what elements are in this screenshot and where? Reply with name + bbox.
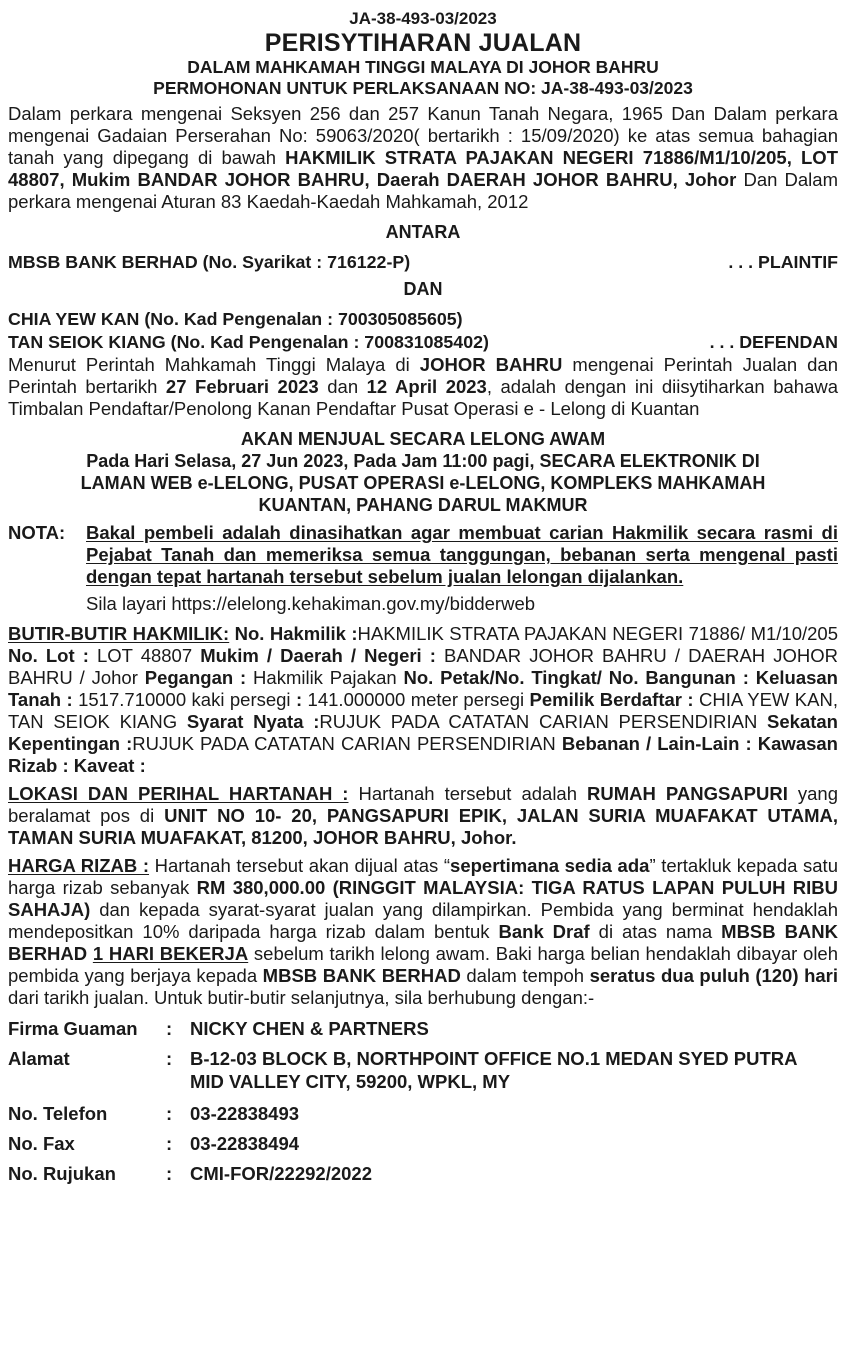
contact-row-reference (8, 1162, 838, 1185)
plaintiff-row (8, 251, 838, 274)
reserve-text: di atas nama (589, 921, 722, 942)
order-date2: 12 April 2023 (366, 376, 487, 397)
nota-url-line: Sila layari https://elelong.kehakiman.gov.my/bidderweb (86, 593, 536, 614)
sale-detail-line3: KUANTAN, PAHANG DARUL MAKMUR (258, 495, 588, 515)
defendant2-row (8, 331, 838, 354)
property-type: RUMAH PANGSAPURI (587, 783, 788, 804)
detail-value: LOT 48807 (88, 645, 201, 666)
reserve-heading: HARGA RIZAB : (8, 855, 150, 876)
order-text: dan (318, 376, 367, 397)
detail-value: RUJUK PADA CATATAN CARIAN PERSENDIRIAN (319, 711, 768, 732)
reserve-price: RM 380,000.00 (RINGGIT MALAYSIA: TIGA RATUS LAPAN PULUH RIBU SAHAJA) (8, 877, 839, 920)
detail-key: No. Hakmilik : (229, 623, 358, 644)
contact-value: 03-22838493 (190, 1103, 300, 1124)
dan-heading: DAN (403, 279, 443, 299)
contact-label: No. Rujukan (8, 1163, 116, 1184)
application-number: PERMOHONAN UNTUK PERLAKSANAAN NO: JA-38-493-03/2023 (153, 78, 693, 98)
nota-body (86, 522, 838, 615)
reserve-text: sebelum tarikh lelong awam. Baki harga belian hendaklah dibayar oleh pembida yang berjaya kepada (8, 943, 839, 986)
plaintiff-role: . . . PLAINTIF (728, 252, 838, 272)
order-court-bold: JOHOR BAHRU (419, 354, 563, 375)
reserve-text: ” tertakluk kepada satu harga rizab sebanyak (8, 855, 838, 898)
property-address: UNIT NO 10- 20, PANGSAPURI EPIK, JALAN SURIA MUAFAKAT UTAMA, TAMAN SURIA MUAFAKAT, 81200, JOHOR BAHRU, Johor. (8, 805, 838, 848)
sale-detail-line2: LAMAN WEB e-LELONG, PUSAT OPERASI e-LELONG, KOMPLEKS MAHKAMAH (80, 473, 766, 493)
reserve-text: dalam tempoh (460, 965, 590, 986)
sale-detail-line1: Pada Hari Selasa, 27 Jun 2023, Pada Jam 11:00 pagi, SECARA ELEKTRONIK DI (86, 451, 760, 471)
reserve-bold: MBSB BANK BERHAD (8, 921, 839, 964)
reserve-bold: MBSB BANK BERHAD (262, 965, 461, 986)
contact-sep: : (166, 1048, 173, 1069)
nota-label: NOTA: (8, 522, 66, 543)
antara-heading: ANTARA (385, 222, 461, 242)
detail-value: BANDAR JOHOR BAHRU / DAERAH JOHOR BAHRU / Johor (8, 645, 838, 688)
intro-paragraph (8, 103, 838, 213)
detail-key: Pegangan : (144, 667, 247, 688)
contact-block (8, 1017, 838, 1185)
detail-key: Syarat Nyata : (186, 711, 320, 732)
contact-value: CMI-FOR/22292/2022 (190, 1163, 373, 1184)
reserve-deadline: 1 HARI BEKERJA (92, 943, 249, 964)
detail-value: HAKMILIK STRATA PAJAKAN NEGERI 71886/ M1/10/205 (357, 623, 839, 644)
contact-row-fax (8, 1132, 838, 1155)
contact-sep: : (166, 1133, 173, 1154)
reserve-bold: sepertimana sedia ada (450, 855, 650, 876)
order-text: , adalah dengan ini diisytiharkan bahawa Timbalan Pendaftar/Penolong Kanan Pendaftar Pusat Operasi e - Lelong di Kuantan (8, 376, 839, 419)
location-heading: LOKASI DAN PERIHAL HARTANAH : (8, 783, 349, 804)
contact-sep: : (166, 1103, 173, 1124)
order-paragraph (8, 354, 838, 420)
contact-value: B-12-03 BLOCK B, NORTHPOINT OFFICE NO.1 MEDAN SYED PUTRA MID VALLEY CITY, 59200, WPKL, MY (190, 1048, 797, 1092)
contact-row-firm (8, 1017, 838, 1040)
contact-sep: : (166, 1018, 173, 1039)
detail-value: RUJUK PADA CATATAN CARIAN PERSENDIRIAN (132, 733, 562, 754)
location-text: yang beralamat pos di (8, 783, 838, 826)
contact-value: 03-22838494 (190, 1133, 300, 1154)
detail-key: Pemilik Berdaftar : (529, 689, 694, 710)
nota-section (8, 522, 838, 615)
contact-label: Firma Guaman (8, 1018, 138, 1039)
defendant1-name: CHIA YEW KAN (No. Kad Pengenalan : 700305085605) (8, 309, 463, 329)
order-text: Menurut Perintah Mahkamah Tinggi Malaya di (8, 354, 420, 375)
case-reference: JA-38-493-03/2023 (349, 9, 497, 28)
location-text: Hartanah tersebut adalah (348, 783, 588, 804)
detail-key: No. Lot : (8, 645, 89, 666)
defendant2-name: TAN SEIOK KIANG (No. Kad Pengenalan : 700831085402) (8, 332, 489, 352)
reserve-text: dan kepada syarat-syarat jualan yang dilampirkan. Pembida yang berminat hendaklah mendepositkan 10% daripada harga rizab dalam bentuk (8, 899, 838, 942)
order-date1: 27 Februari 2023 (165, 376, 319, 397)
contact-label: Alamat (8, 1048, 70, 1069)
notice-title: PERISYTIHARAN JUALAN (264, 29, 582, 57)
location-paragraph (8, 783, 838, 849)
reserve-bold: seratus dua puluh (120) hari (589, 965, 838, 986)
detail-value: 1517.710000 kaki persegi (72, 689, 296, 710)
detail-value: 141.000000 meter persegi (302, 689, 530, 710)
title-details-heading: BUTIR-BUTIR HAKMILIK: (8, 623, 230, 644)
intro-title-bold: HAKMILIK STRATA PAJAKAN NEGERI 71886/M1/10/205, LOT 48807, Mukim BANDAR JOHOR BAHRU, Daerah DAERAH JOHOR BAHRU, Johor (8, 147, 838, 190)
contact-row-phone (8, 1102, 838, 1125)
contact-label: No. Fax (8, 1133, 75, 1154)
intro-text: Dalam perkara mengenai Seksyen 256 dan 257 Kanun Tanah Negara, 1965 Dan Dalam perkara mengenai Gadaian Perserahan No: 59063/2020( bertarikh : 15/09/2020) ke atas semua bahagian tanah yang dipegang di bawah (8, 103, 838, 168)
title-details-paragraph (8, 623, 838, 777)
reserve-text: dari tarikh jualan. Untuk butir-butir selanjutnya, sila berhubung dengan:- (8, 987, 595, 1008)
reserve-text: Hartanah tersebut akan dijual atas “ (149, 855, 451, 876)
defendant1-row (8, 308, 838, 331)
detail-key: : (295, 689, 303, 710)
reserve-paragraph (8, 855, 838, 1009)
plaintiff-name: MBSB BANK BERHAD (No. Syarikat : 716122-P) (8, 252, 411, 272)
detail-key: Sekatan Kepentingan : (8, 711, 838, 754)
detail-key: Bebanan / Lain-Lain : Kawasan Rizab : Kaveat : (8, 733, 838, 776)
order-text: mengenai Perintah Jualan dan Perintah bertarikh (8, 354, 838, 397)
detail-key: Mukim / Daerah / Negeri : (200, 645, 436, 666)
contact-row-address (8, 1047, 838, 1093)
detail-key: No. Petak/No. Tingkat/ No. Bangunan : Keluasan Tanah : (8, 667, 838, 710)
court-name: DALAM MAHKAMAH TINGGI MALAYA DI JOHOR BAHRU (187, 57, 659, 77)
intro-text-end: Dan Dalam perkara mengenai Aturan 83 Kaedah-Kaedah Mahkamah, 2012 (8, 169, 838, 212)
nota-text: Bakal pembeli adalah dinasihatkan agar membuat carian Hakmilik secara rasmi di Pejabat Tanah dan memeriksa semua tanggungan, bebanan serta mengenal pasti dengan tepat hartanah tersebut sebelum jualan lelongan dijalankan. (86, 522, 838, 587)
contact-label: No. Telefon (8, 1103, 108, 1124)
sale-heading: AKAN MENJUAL SECARA LELONG AWAM (240, 429, 606, 449)
detail-value: CHIA YEW KAN, TAN SEIOK KIANG (8, 689, 838, 732)
detail-value: Hakmilik Pajakan (246, 667, 404, 688)
defendant-role: . . . DEFENDAN (709, 332, 838, 352)
reserve-bold: Bank Draf (498, 921, 590, 942)
contact-value: NICKY CHEN & PARTNERS (190, 1018, 429, 1039)
contact-sep: : (166, 1163, 173, 1184)
